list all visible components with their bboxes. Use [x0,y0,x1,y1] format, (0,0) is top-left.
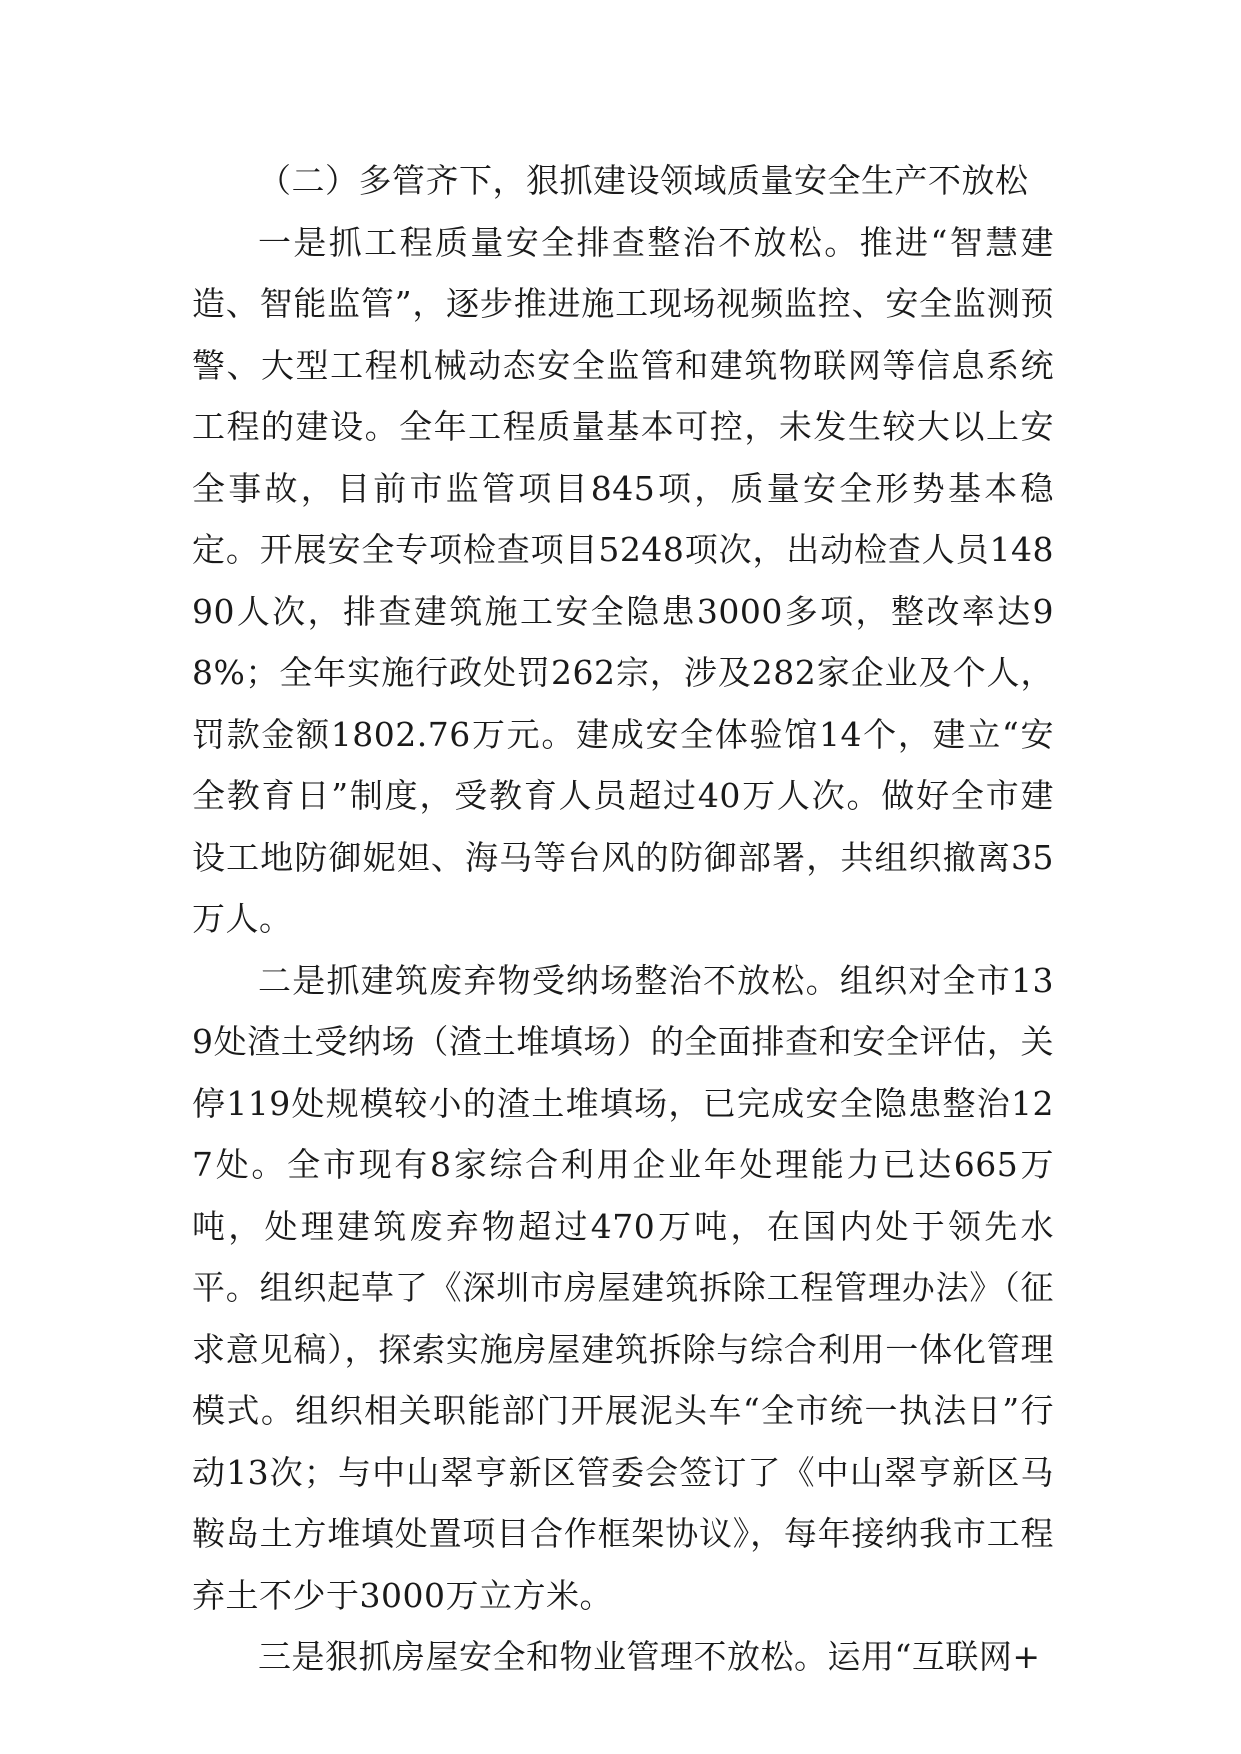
paragraph-construction-waste: 二是抓建筑废弃物受纳场整治不放松。组织对全市139处渣土受纳场（渣土堆填场）的全面排查和安全评估，关停119处规模较小的渣土堆填场，已完成安全隐患整治127处。全市现有8家综合利用企业年处理能力已达665万吨，处理建筑废弃物超过470万吨，在国内处于领先水平。组织起草了《深圳市房屋建筑拆除工程管理办法》（征求意见稿），探索实施房屋建筑拆除与综合利用一体化管理模式。组织相关职能部门开展泥头车“全市统一执法日”行动13次；与中山翠亨新区管委会签订了《中山翠亨新区马鞍岛土方堆填处置项目合作框架协议》，每年接纳我市工程弃土不少于3000万立方米。 [192,960,1054,1615]
paragraph-quality-safety: 一是抓工程质量安全排查整治不放松。推进“智慧建造、智能监管”，逐步推进施工现场视频监控、安全监测预警、大型工程机械动态安全监管和建筑物联网等信息系统工程的建设。全年工程质量基本可控，未发生较大以上安全事故，目前市监管项目845项，质量安全形势基本稳定。开展安全专项检查项目5248项次，出动检查人员14890人次，排查建筑施工安全隐患3000多项，整改率达98%；全年实施行政处罚262宗，涉及282家企业及个人，罚款金额1802.76万元。建成安全体验馆14个，建立“安全教育日”制度，受教育人员超过40万人次。做好全市建设工地防御妮妲、海马等台风的防御部署，共组织撤离35万人。 [192,222,1054,938]
paragraph-housing-safety: 三是狠抓房屋安全和物业管理不放松。运用“互联网+ [258,1637,1041,1676]
document-body [192,150,1054,1688]
section-heading: （二）多管齐下，狠抓建设领域质量安全生产不放松 [258,161,1029,200]
